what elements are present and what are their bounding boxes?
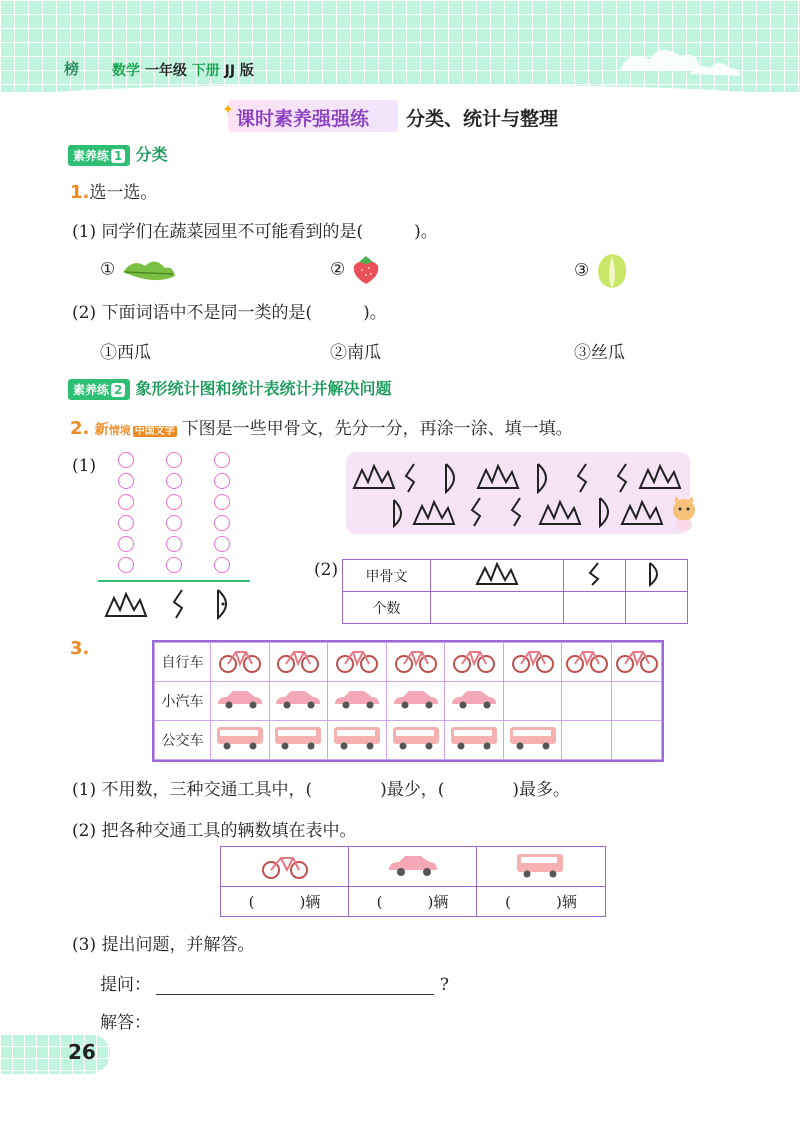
option-3[interactable]: ③: [574, 252, 629, 290]
bus-icon: [211, 721, 270, 760]
bicycle-icon: [328, 643, 387, 682]
question-number: 1.: [70, 182, 90, 203]
question-1-part-1: (1) 同学们在蔬菜园里不可能看到的是( )。: [72, 222, 438, 242]
bus-icon: [503, 721, 562, 760]
question-text: 选一选。: [89, 183, 158, 203]
page-number: 26: [68, 1040, 96, 1064]
oracle-water-icon: [584, 561, 604, 587]
oracle-moon-icon: [394, 500, 401, 526]
oracle-moon-icon: [646, 561, 666, 587]
bicycle-icon: [211, 643, 270, 682]
question-number: 2.: [70, 418, 90, 439]
section-tag: 素养练 2: [68, 379, 130, 400]
oracle-characters-group: [346, 452, 690, 534]
empty-cell: [612, 682, 662, 721]
vehicle-row-label: 公交车: [155, 721, 211, 760]
empty-cell: [562, 721, 612, 760]
bicycle-count-cell[interactable]: ( )辆: [221, 887, 349, 917]
question-text: 下图是一些甲骨文，先分一分，再涂一涂、填一填。: [181, 419, 573, 439]
oracle-moon-icon: [446, 464, 454, 492]
oracle-moon-icon: [214, 588, 234, 620]
strawberry-icon: [351, 254, 381, 286]
empty-cell: [503, 682, 562, 721]
count-cell-water[interactable]: [563, 592, 625, 624]
count-cell-mountain[interactable]: [431, 592, 564, 624]
oracle-water-icon: [578, 464, 586, 492]
bicycle-icon: [386, 643, 445, 682]
section-header-1: [68, 142, 167, 166]
header-edition: JJ 版: [224, 63, 254, 79]
oracle-count-table: [342, 559, 688, 624]
section-header-2: [68, 376, 391, 400]
ask-end: ?: [439, 975, 449, 995]
vehicle-pictograph: [152, 640, 664, 762]
page-topic: 分类、统计与整理: [406, 108, 559, 130]
bicycle-icon: [503, 643, 562, 682]
oracle-mountain-icon: [478, 466, 518, 488]
bicycle-icon: [445, 643, 504, 682]
cloud-decoration-icon: [600, 30, 760, 80]
oracle-characters-panel: [346, 452, 690, 534]
car-icon: [386, 682, 445, 721]
circle-column-moon[interactable]: [214, 452, 230, 578]
vehicle-table: [154, 642, 662, 760]
car-icon: [385, 852, 441, 878]
sparkle-icon: ✦: [222, 102, 234, 118]
question-3-part-1: (1) 不用数，三种交通工具中，( )最少，( )最多。: [72, 780, 571, 800]
bicycle-icon: [261, 850, 309, 880]
bus-icon: [445, 721, 504, 760]
count-cell-moon[interactable]: [625, 592, 687, 624]
vehicle-row-label: 自行车: [155, 643, 211, 682]
oracle-moon-icon: [538, 464, 546, 492]
oracle-mountain-icon: [540, 502, 580, 524]
part-label: (1): [72, 456, 97, 476]
answer-label[interactable]: 解答：: [100, 1013, 151, 1033]
question-3-part-2: (2) 把各种交通工具的辆数填在表中。: [72, 821, 357, 841]
option-1[interactable]: ①: [100, 258, 177, 282]
car-icon: [445, 682, 504, 721]
option-2[interactable]: ②: [330, 254, 381, 286]
header-grade: 一年级: [144, 63, 187, 79]
oracle-moon-icon: [600, 498, 608, 526]
option-pumpkin[interactable]: ②南瓜: [330, 343, 381, 363]
baseline: [98, 580, 250, 582]
oracle-water-icon: [168, 588, 188, 620]
oracle-mountain-icon: [475, 562, 519, 586]
table-head: 甲骨文: [343, 560, 431, 592]
option-watermelon[interactable]: ①西瓜: [100, 343, 151, 363]
page-title: 课时素养强强练: [236, 108, 370, 130]
question-3-part-3: (3) 提出问题，并解答。: [72, 935, 255, 955]
bus-count-cell[interactable]: ( )辆: [477, 887, 606, 917]
bus-icon: [269, 721, 328, 760]
bicycle-icon: [269, 643, 328, 682]
vehicle-row-label: 小汽车: [155, 682, 211, 721]
section-title: 象形统计图和统计表统计并解决问题: [135, 379, 392, 398]
car-icon: [328, 682, 387, 721]
car-icon: [211, 682, 270, 721]
vehicle-row: [155, 682, 662, 721]
section-tag: 素养练 1: [68, 145, 130, 166]
section-title: 分类: [135, 145, 168, 164]
bus-icon: [386, 721, 445, 760]
circle-column-mountain[interactable]: [118, 452, 134, 578]
oracle-mountain-icon: [414, 502, 454, 524]
oracle-water-icon: [512, 498, 520, 526]
oracle-mountain-icon: [104, 590, 148, 618]
table-head: 个数: [343, 592, 431, 624]
circle-column-water[interactable]: [166, 452, 182, 578]
vehicle-row: [155, 721, 662, 760]
leafy-vegetable-icon: [121, 258, 177, 282]
cartoon-cat-icon: [668, 496, 700, 532]
new-badge: 新情境 中国文字: [94, 422, 175, 438]
cabbage-icon: [595, 252, 629, 290]
empty-cell: [612, 721, 662, 760]
ask-answer-line[interactable]: [156, 974, 434, 995]
bus-icon: [513, 850, 569, 880]
bicycle-icon: [562, 643, 612, 682]
ask-row: [100, 970, 449, 995]
bicycle-icon: [612, 643, 662, 682]
bus-icon: [328, 721, 387, 760]
header-subject: 数学: [112, 63, 140, 79]
oracle-water-icon: [406, 464, 414, 492]
header-volume: 下册: [191, 63, 220, 79]
option-loofah[interactable]: ③丝瓜: [574, 343, 625, 363]
oracle-mountain-icon: [640, 466, 680, 488]
vehicle-row: [155, 643, 662, 682]
car-icon: [269, 682, 328, 721]
question-number: 3.: [70, 638, 90, 659]
question-1-part-2: (2) 下面词语中不是同一类的是( )。: [72, 303, 387, 323]
oracle-mountain-icon: [354, 466, 394, 488]
question-2: [70, 414, 573, 439]
header-info: [112, 60, 254, 80]
empty-cell: [562, 682, 612, 721]
ask-label: 提问：: [100, 975, 151, 995]
part-label: (2): [314, 560, 339, 580]
car-count-cell[interactable]: ( )辆: [349, 887, 477, 917]
oracle-water-icon: [618, 464, 626, 492]
brand-logo: 榜: [64, 60, 80, 78]
oracle-mountain-icon: [622, 502, 662, 524]
vehicle-count-table: [220, 846, 606, 917]
oracle-water-icon: [472, 498, 480, 526]
question-1: [70, 178, 157, 203]
